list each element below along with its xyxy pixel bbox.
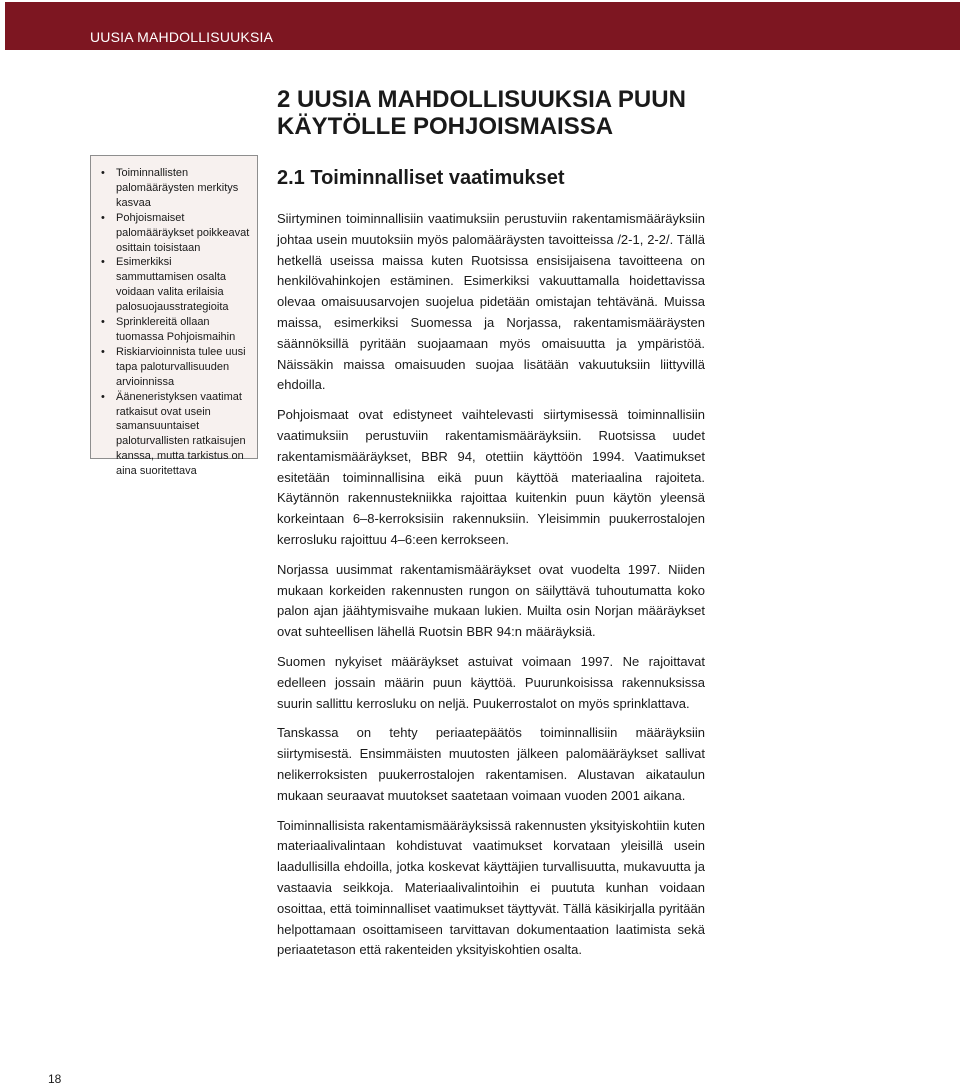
summary-item-text: Sprinklereitä ollaan tuomassa Pohjoismaihin (116, 316, 236, 343)
body-paragraph: Norjassa uusimmat rakentamismääräykset ovat vuodelta 1997. Niiden mukaan korkeiden rakennusten rungon on säilyttävä tuhoutumatta koko palon ajan jäähtymisvaihe mukaan lukien. Muilta osin Norjan määräykset ovat suhteellisen lähellä Ruotsin BBR 94:n määräyksiä. (277, 561, 705, 640)
page-number: 18 (48, 1072, 62, 1086)
body-paragraph: Tanskassa on tehty periaatepäätös toiminnallisiin määräyksiin siirtymisestä. Ensimmäisten muutosten jälkeen palomääräykset sallivat nelikerroksisten puukerrostalojen rakentamisen. Alustavan aikataulun mukaan seuraavat muutokset saatetaan voimaan vuoden 2001 aikana. (277, 725, 705, 803)
summary-item-text: Ääneneristyksen vaatimat ratkaisut ovat usein samansuuntaiset paloturvallisten ratkaisujen kanssa, mutta tarkistus on aina suoritettava (116, 390, 246, 478)
main-content (277, 86, 705, 961)
bullet-icon: • (101, 256, 105, 269)
bullet-icon: • (101, 345, 105, 358)
summary-list-item (101, 345, 251, 390)
bullet-icon: • (101, 167, 105, 179)
body-paragraph: Toiminnallisista rakentamismääräyksissä rakennusten yksityiskohtiin kuten materiaalivalintaan kohdistuvat vaatimukset korvataan yleisillä usein laadullisilla ehdoilla, jotka koskevat käyttäjien turvallisuutta, mukavuutta ja vastaavia seikkoja. Materiaalivalintoihin ei puututa kunhan voidaan osoittaa, että toiminnalliset vaatimukset täyttyvät. Tällä käsikirjalla pyritään helpottamaan osoittamiseen tarvittavan dokumentaation laatimista sekä periaatetason että rakenteiden yksityiskohtien osalta. (277, 817, 705, 958)
summary-item-text: Riskiarvioinnista tulee uusi tapa paloturvallisuuden arvioinnissa (116, 345, 246, 388)
summary-item-text: Esimerkiksi sammuttamisen osalta voidaan valita erilaisia palosuojausstrategioita (116, 256, 229, 314)
summary-item-text: Toiminnallisten palomääräysten merkitys kasvaa (116, 167, 239, 209)
summary-list-item (101, 315, 251, 345)
summary-list-item (101, 211, 251, 256)
section-title: 2.1 Toiminnalliset vaatimukset (277, 167, 565, 189)
bullet-icon: • (101, 316, 105, 329)
summary-list-item (101, 255, 251, 315)
body-paragraph: Siirtyminen toiminnallisiin vaatimuksiin perustuviin rakentamismääräyksiin johtaa usein muutoksiin myös palomääräysten tavoitteissa /2-1, 2-2/. Tällä hetkellä useissa maissa kuten Ruotsissa ensisijaisena tavoitteena on henkilövahinkojen estäminen. Esimerkiksi vakuuttamalla hoidettavissa olevaa omaisuusarvojen suojelua pidetään omistajan tehtävänä. Muissa maissa, esimerkiksi Suomessa ja Norjassa, rakentamismääräysten säännöksillä pyritään suojaamaan myös omaisuutta ja ympäristöä. Näissäkin maissa omaisuuden suojaa lisätään vakuutuksiin liittyvillä ehdoilla. (277, 211, 705, 393)
summary-box (90, 155, 258, 478)
summary-item-text: Pohjoismaiset palomääräykset poikkeavat osittain toisistaan (116, 211, 250, 254)
summary-list-item (101, 390, 251, 479)
summary-list (91, 156, 257, 479)
bullet-icon: • (101, 390, 105, 403)
summary-list-item (101, 166, 251, 211)
body-paragraph: Suomen nykyiset määräykset astuivat voimaan 1997. Ne rajoittavat edelleen jossain määrin puun käyttöä. Puurunkoisissa rakennuksissa suurin sallittu kerrosluku on neljä. Puukerrostalot on myös sprinklattava. (277, 653, 705, 711)
bullet-icon: • (101, 211, 105, 224)
running-header-title: UUSIA MAHDOLLISUUKSIA (90, 29, 274, 45)
body-paragraph: Pohjoismaat ovat edistyneet vaihtelevasti siirtymisessä toiminnallisiin vaatimuksiin perustuviin rakentamismääräyksiin. Ruotsissa uudet rakentamismääräykset, BBR 94, otettiin käyttöön 1994. Vaatimukset esitetään toiminnallisina eikä puun käyttöä materiaalina rajoiteta. Käytännön rakennustekniikka rajoittaa kuitenkin puun käytön yleensä korkeintaan 6–8-kerroksisiin rakennuksiin. Yleisimmin puukerrostalojen kerrosluku rajoittuu 4–6:een kerrokseen. (277, 407, 705, 547)
chapter-title: 2 UUSIA MAHDOLLISUUKSIA PUUN KÄYTÖLLE POHJOISMAISSA (277, 86, 686, 140)
